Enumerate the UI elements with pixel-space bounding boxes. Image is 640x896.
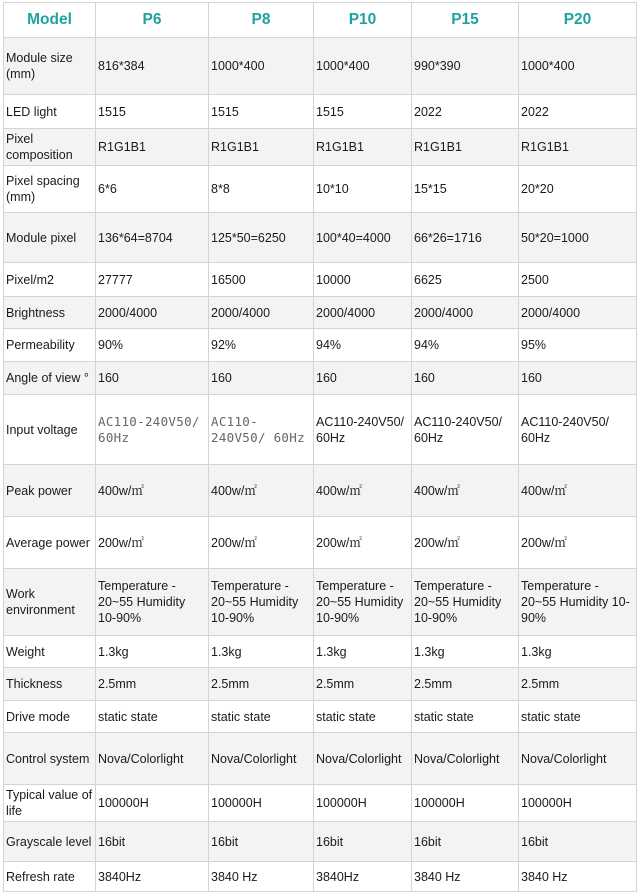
table-cell: 3840 Hz	[209, 862, 314, 892]
table-row	[4, 213, 637, 263]
table-cell: 1.3kg	[412, 636, 519, 668]
table-cell: AC110-240V50/ 60Hz	[314, 395, 412, 465]
table-cell: Temperature - 20~55 Humidity 10-90%	[314, 569, 412, 636]
table-cell: 400w/㎡	[519, 465, 637, 517]
table-cell: static state	[519, 701, 637, 733]
table-cell: 16bit	[412, 822, 519, 862]
row-label: Average power	[4, 517, 96, 569]
table-cell: 200w/㎡	[96, 517, 209, 569]
table-cell: 95%	[519, 329, 637, 362]
table-cell: 2.5mm	[96, 668, 209, 701]
table-cell: 92%	[209, 329, 314, 362]
table-cell: 16bit	[314, 822, 412, 862]
table-cell: 136*64=8704	[96, 213, 209, 263]
row-label: Weight	[4, 636, 96, 668]
row-label: Pixel composition	[4, 129, 96, 166]
table-cell: 2022	[519, 95, 637, 129]
row-label: Module size (mm)	[4, 38, 96, 95]
table-cell: 100000H	[209, 785, 314, 822]
table-cell: 2.5mm	[412, 668, 519, 701]
spec-table-container	[3, 2, 637, 892]
table-cell: 100000H	[96, 785, 209, 822]
table-row	[4, 701, 637, 733]
table-cell: 160	[412, 362, 519, 395]
table-cell: Nova/Colorlight	[314, 733, 412, 785]
table-row	[4, 95, 637, 129]
table-cell: AC110-240V50/ 60Hz	[96, 395, 209, 465]
table-cell: 400w/㎡	[314, 465, 412, 517]
row-label: Drive mode	[4, 701, 96, 733]
table-cell: 400w/㎡	[96, 465, 209, 517]
table-cell: 1515	[209, 95, 314, 129]
table-cell: 16bit	[96, 822, 209, 862]
table-cell: 160	[209, 362, 314, 395]
table-cell: 90%	[96, 329, 209, 362]
table-cell: Temperature - 20~55 Humidity 10-90%	[209, 569, 314, 636]
table-cell: 8*8	[209, 166, 314, 213]
table-cell: 1000*400	[314, 38, 412, 95]
row-label: Pixel spacing (mm)	[4, 166, 96, 213]
table-cell: Nova/Colorlight	[209, 733, 314, 785]
header-p15: P15	[412, 3, 519, 38]
table-cell: 1000*400	[209, 38, 314, 95]
table-cell: 100*40=4000	[314, 213, 412, 263]
table-cell: Temperature - 20~55 Humidity 10-90%	[519, 569, 637, 636]
table-row	[4, 329, 637, 362]
table-cell: 6*6	[96, 166, 209, 213]
table-cell: 100000H	[314, 785, 412, 822]
row-label: Thickness	[4, 668, 96, 701]
table-cell: 2000/4000	[519, 297, 637, 329]
table-cell: static state	[412, 701, 519, 733]
table-row	[4, 517, 637, 569]
table-cell: 1.3kg	[314, 636, 412, 668]
table-cell: 10000	[314, 263, 412, 297]
table-row	[4, 263, 637, 297]
table-cell: R1G1B1	[519, 129, 637, 166]
table-cell: R1G1B1	[209, 129, 314, 166]
row-label: Input voltage	[4, 395, 96, 465]
table-cell: 1515	[314, 95, 412, 129]
table-cell: AC110-240V50/ 60Hz	[412, 395, 519, 465]
table-row	[4, 822, 637, 862]
table-cell: 990*390	[412, 38, 519, 95]
table-cell: 50*20=1000	[519, 213, 637, 263]
table-cell: 2000/4000	[314, 297, 412, 329]
table-cell: 3840 Hz	[519, 862, 637, 892]
row-label: Pixel/m2	[4, 263, 96, 297]
row-label: Brightness	[4, 297, 96, 329]
table-row	[4, 862, 637, 892]
header-model: Model	[4, 3, 96, 38]
row-label: Grayscale level	[4, 822, 96, 862]
table-cell: AC110-240V50/ 60Hz	[519, 395, 637, 465]
row-label: Peak power	[4, 465, 96, 517]
table-cell: static state	[209, 701, 314, 733]
table-cell: 200w/㎡	[412, 517, 519, 569]
table-row	[4, 465, 637, 517]
table-cell: 2.5mm	[314, 668, 412, 701]
table-cell: AC110-240V50/ 60Hz	[209, 395, 314, 465]
table-cell: 200w/㎡	[314, 517, 412, 569]
table-cell: 2.5mm	[519, 668, 637, 701]
table-cell: 125*50=6250	[209, 213, 314, 263]
table-cell: 94%	[412, 329, 519, 362]
table-cell: 3840 Hz	[412, 862, 519, 892]
header-p6: P6	[96, 3, 209, 38]
table-cell: 160	[314, 362, 412, 395]
table-row	[4, 166, 637, 213]
table-cell: 16bit	[209, 822, 314, 862]
row-label: Refresh rate	[4, 862, 96, 892]
table-cell: static state	[96, 701, 209, 733]
table-cell: 100000H	[519, 785, 637, 822]
header-p8: P8	[209, 3, 314, 38]
table-row	[4, 733, 637, 785]
table-cell: 2022	[412, 95, 519, 129]
header-p10: P10	[314, 3, 412, 38]
table-row	[4, 636, 637, 668]
table-cell: 1.3kg	[519, 636, 637, 668]
table-cell: 400w/㎡	[209, 465, 314, 517]
table-cell: 816*384	[96, 38, 209, 95]
table-cell: Nova/Colorlight	[412, 733, 519, 785]
table-cell: 1000*400	[519, 38, 637, 95]
table-cell: 2000/4000	[96, 297, 209, 329]
table-cell: 10*10	[314, 166, 412, 213]
table-row	[4, 569, 637, 636]
table-row	[4, 129, 637, 166]
table-cell: 94%	[314, 329, 412, 362]
row-label: Work environment	[4, 569, 96, 636]
header-p20: P20	[519, 3, 637, 38]
table-cell: 1515	[96, 95, 209, 129]
table-cell: 3840Hz	[96, 862, 209, 892]
table-cell: 16bit	[519, 822, 637, 862]
table-cell: 6625	[412, 263, 519, 297]
table-cell: R1G1B1	[314, 129, 412, 166]
table-cell: 1.3kg	[96, 636, 209, 668]
table-cell: 160	[519, 362, 637, 395]
table-row	[4, 362, 637, 395]
table-cell: 2000/4000	[209, 297, 314, 329]
table-cell: static state	[314, 701, 412, 733]
table-cell: 3840Hz	[314, 862, 412, 892]
table-cell: 2000/4000	[412, 297, 519, 329]
table-cell: 2500	[519, 263, 637, 297]
row-label: Permeability	[4, 329, 96, 362]
table-cell: 100000H	[412, 785, 519, 822]
table-row	[4, 668, 637, 701]
table-cell: 200w/㎡	[209, 517, 314, 569]
table-cell: 27777	[96, 263, 209, 297]
table-row	[4, 785, 637, 822]
table-cell: 2.5mm	[209, 668, 314, 701]
table-cell: 15*15	[412, 166, 519, 213]
table-cell: Temperature - 20~55 Humidity 10-90%	[412, 569, 519, 636]
row-label: Module pixel	[4, 213, 96, 263]
row-label: LED light	[4, 95, 96, 129]
table-cell: 400w/㎡	[412, 465, 519, 517]
table-cell: R1G1B1	[96, 129, 209, 166]
header-row	[4, 3, 637, 38]
table-cell: 1.3kg	[209, 636, 314, 668]
table-row	[4, 395, 637, 465]
table-row	[4, 38, 637, 95]
spec-table	[3, 2, 637, 892]
table-cell: Nova/Colorlight	[519, 733, 637, 785]
row-label: Angle of view °	[4, 362, 96, 395]
table-cell: 66*26=1716	[412, 213, 519, 263]
row-label: Control system	[4, 733, 96, 785]
table-cell: 160	[96, 362, 209, 395]
row-label: Typical value of life	[4, 785, 96, 822]
table-cell: Nova/Colorlight	[96, 733, 209, 785]
table-cell: 16500	[209, 263, 314, 297]
table-row	[4, 297, 637, 329]
table-cell: 200w/㎡	[519, 517, 637, 569]
table-cell: R1G1B1	[412, 129, 519, 166]
table-cell: Temperature - 20~55 Humidity 10-90%	[96, 569, 209, 636]
table-cell: 20*20	[519, 166, 637, 213]
